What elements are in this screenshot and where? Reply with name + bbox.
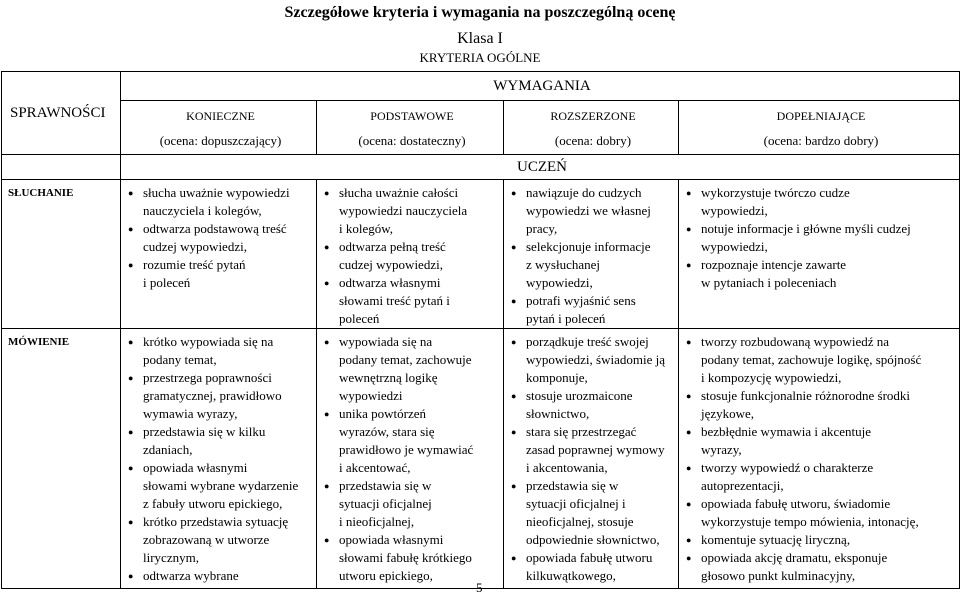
item-continuation: głosowo punkt kulminacyjny, <box>701 568 856 583</box>
item-continuation: zobrazowaną w utworze <box>143 532 270 547</box>
item-continuation: językowe, <box>701 406 755 421</box>
bullet-item: ● odtwarza wybrane <box>125 567 316 585</box>
bullet-item: ● wykorzystuje twórczo cudze <box>683 184 959 202</box>
class-heading: Klasa I <box>457 30 503 47</box>
student-header: UCZEŃ <box>121 155 960 180</box>
item-continuation: wypowiedzi nauczyciela <box>339 203 468 218</box>
item-continuation: wypowiedzi we własnej <box>526 203 651 218</box>
item-continuation: i akcentowania, <box>526 460 608 475</box>
level-header-dopelniajace: DOPEŁNIAJĄCE (ocena: bardzo dobry) <box>679 101 960 155</box>
skill-label: MÓWIENIE <box>2 329 121 589</box>
bullet-item: ● słucha uważnie wypowiedzi <box>125 184 316 202</box>
item-continuation: wymawia wyrazy, <box>143 406 238 421</box>
bullet-item: ● tworzy wypowiedź o charakterze <box>683 459 959 477</box>
criteria-list <box>683 184 959 292</box>
item-continuation: podany temat, zachowuje logikę, spójność <box>701 352 922 367</box>
requirements-table <box>1 71 960 589</box>
criteria-list <box>321 333 503 585</box>
item-continuation: słowami treść pytań i <box>339 293 450 308</box>
item-continuation: wypowiedzi, świadomie ją <box>526 352 665 367</box>
bullet-item: ● opowiada akcję dramatu, eksponuje <box>683 549 959 567</box>
bullet-item: ● opowiada własnymi <box>321 531 503 549</box>
criteria-list <box>683 333 959 585</box>
bullet-item: ● bezbłędnie wymawia i akcentuje <box>683 423 959 441</box>
item-continuation: wypowiedzi, <box>701 239 768 254</box>
item-continuation: wewnętrzną logikę <box>339 370 438 385</box>
criteria-heading: KRYTERIA OGÓLNE <box>419 50 541 65</box>
bullet-item: ● rozpoznaje intencje zawarte <box>683 256 959 274</box>
item-continuation: wyrazy, <box>701 442 742 457</box>
item-continuation: pracy, <box>526 221 558 236</box>
item-continuation: z wysłuchanej <box>526 257 601 272</box>
item-continuation: wyrazów, stara się <box>339 424 435 439</box>
item-continuation: i poleceń <box>143 275 191 290</box>
item-continuation: wykorzystuje tempo mówienia, intonację, <box>701 514 919 529</box>
bullet-item: ● odtwarza pełną treść <box>321 238 503 256</box>
bullet-item: ● selekcjonuje informacje <box>508 238 678 256</box>
bullet-item: ● nawiązuje do cudzych <box>508 184 678 202</box>
skills-header: SPRAWNOŚCI <box>2 72 121 155</box>
bullet-item: ● stosuje urozmaicone <box>508 387 678 405</box>
page-title: Szczegółowe kryteria i wymagania na poszczególną ocenę <box>284 4 676 21</box>
bullet-item: ● unika powtórzeń <box>321 405 503 423</box>
bullet-item: ● opowiada fabułę utworu, świadomie <box>683 495 959 513</box>
bullet-item: ● przedstawia się w <box>508 477 678 495</box>
criteria-list <box>125 333 316 585</box>
item-continuation: słowami wybrane wydarzenie <box>143 478 299 493</box>
bullet-item: ● odtwarza podstawową treść <box>125 220 316 238</box>
item-continuation: zdaniach, <box>143 442 193 457</box>
item-continuation: i kolegów, <box>339 221 394 236</box>
bullet-item: ● komentuje sytuację liryczną, <box>683 531 959 549</box>
item-continuation: zasad poprawnej wymowy <box>526 442 665 457</box>
bullet-item: ● przedstawia się w <box>321 477 503 495</box>
item-continuation: nieoficjalnej, stosuje <box>526 514 634 529</box>
level-header-rozszerzone: ROZSZERZONE (ocena: dobry) <box>504 101 679 155</box>
blank-cell <box>2 155 121 180</box>
item-continuation: z fabuły utworu epickiego, <box>143 496 283 511</box>
item-continuation: wypowiedzi, <box>701 203 768 218</box>
bullet-item: ● stosuje funkcjonalnie różnorodne środki <box>683 387 959 405</box>
item-continuation: autoprezentacji, <box>701 478 784 493</box>
item-continuation: sytuacji oficjalnej i <box>526 496 626 511</box>
item-continuation: słownictwo, <box>526 406 590 421</box>
item-continuation: poleceń <box>339 311 380 326</box>
item-continuation: lirycznym, <box>143 550 199 565</box>
bullet-item: ● krótko wypowiada się na <box>125 333 316 351</box>
bullet-item: ● tworzy rozbudowaną wypowiedź na <box>683 333 959 351</box>
item-continuation: podany temat, zachowuje <box>339 352 472 367</box>
criteria-list <box>125 184 316 292</box>
requirements-header: WYMAGANIA <box>121 72 960 101</box>
item-continuation: nauczyciela i kolegów, <box>143 203 262 218</box>
item-continuation: podany temat, <box>143 352 217 367</box>
bullet-item: ● opowiada własnymi <box>125 459 316 477</box>
skill-label: SŁUCHANIE <box>2 180 121 329</box>
item-continuation: wypowiedzi, <box>526 275 593 290</box>
item-continuation: cudzej wypowiedzi, <box>143 239 247 254</box>
page-number: 5 <box>476 580 483 595</box>
item-continuation: komponuje, <box>526 370 588 385</box>
table-row <box>2 329 960 589</box>
bullet-item: ● wypowiada się na <box>321 333 503 351</box>
criteria-list <box>508 184 678 328</box>
item-continuation: wypowiedzi <box>339 388 403 403</box>
bullet-item: ● porządkuje treść swojej <box>508 333 678 351</box>
item-continuation: i nieoficjalnej, <box>339 514 415 529</box>
item-continuation: cudzej wypowiedzi, <box>339 257 443 272</box>
item-continuation: odpowiednie słownictwo, <box>526 532 660 547</box>
item-continuation: gramatycznej, prawidłowo <box>143 388 282 403</box>
bullet-item: ● odtwarza własnymi <box>321 274 503 292</box>
item-continuation: sytuacji oficjalnej <box>339 496 432 511</box>
bullet-item: ● przestrzega poprawności <box>125 369 316 387</box>
bullet-item: ● stara się przestrzegać <box>508 423 678 441</box>
level-header-podstawowe: PODSTAWOWE (ocena: dostateczny) <box>317 101 504 155</box>
bullet-item: ● słucha uważnie całości <box>321 184 503 202</box>
item-continuation: utworu epickiego, <box>339 568 433 583</box>
item-continuation: i kompozycję wypowiedzi, <box>701 370 842 385</box>
item-continuation: kilkuwątkowego, <box>526 568 616 583</box>
bullet-item: ● opowiada fabułę utworu <box>508 549 678 567</box>
bullet-item: ● notuje informacje i główne myśli cudzej <box>683 220 959 238</box>
item-continuation: pytań i poleceń <box>526 311 606 326</box>
item-continuation: w pytaniach i poleceniach <box>701 275 837 290</box>
criteria-list <box>508 333 678 585</box>
bullet-item: ● rozumie treść pytań <box>125 256 316 274</box>
bullet-item: ● krótko przedstawia sytuację <box>125 513 316 531</box>
item-continuation: prawidłowo je wymawiać <box>339 442 474 457</box>
bullet-item: ● przedstawia się w kilku <box>125 423 316 441</box>
table-row <box>2 180 960 329</box>
criteria-list <box>321 184 503 328</box>
item-continuation: słowami fabułę krótkiego <box>339 550 472 565</box>
item-continuation: i akcentować, <box>339 460 411 475</box>
level-header-konieczne: KONIECZNE (ocena: dopuszczający) <box>121 101 317 155</box>
bullet-item: ● potrafi wyjaśnić sens <box>508 292 678 310</box>
